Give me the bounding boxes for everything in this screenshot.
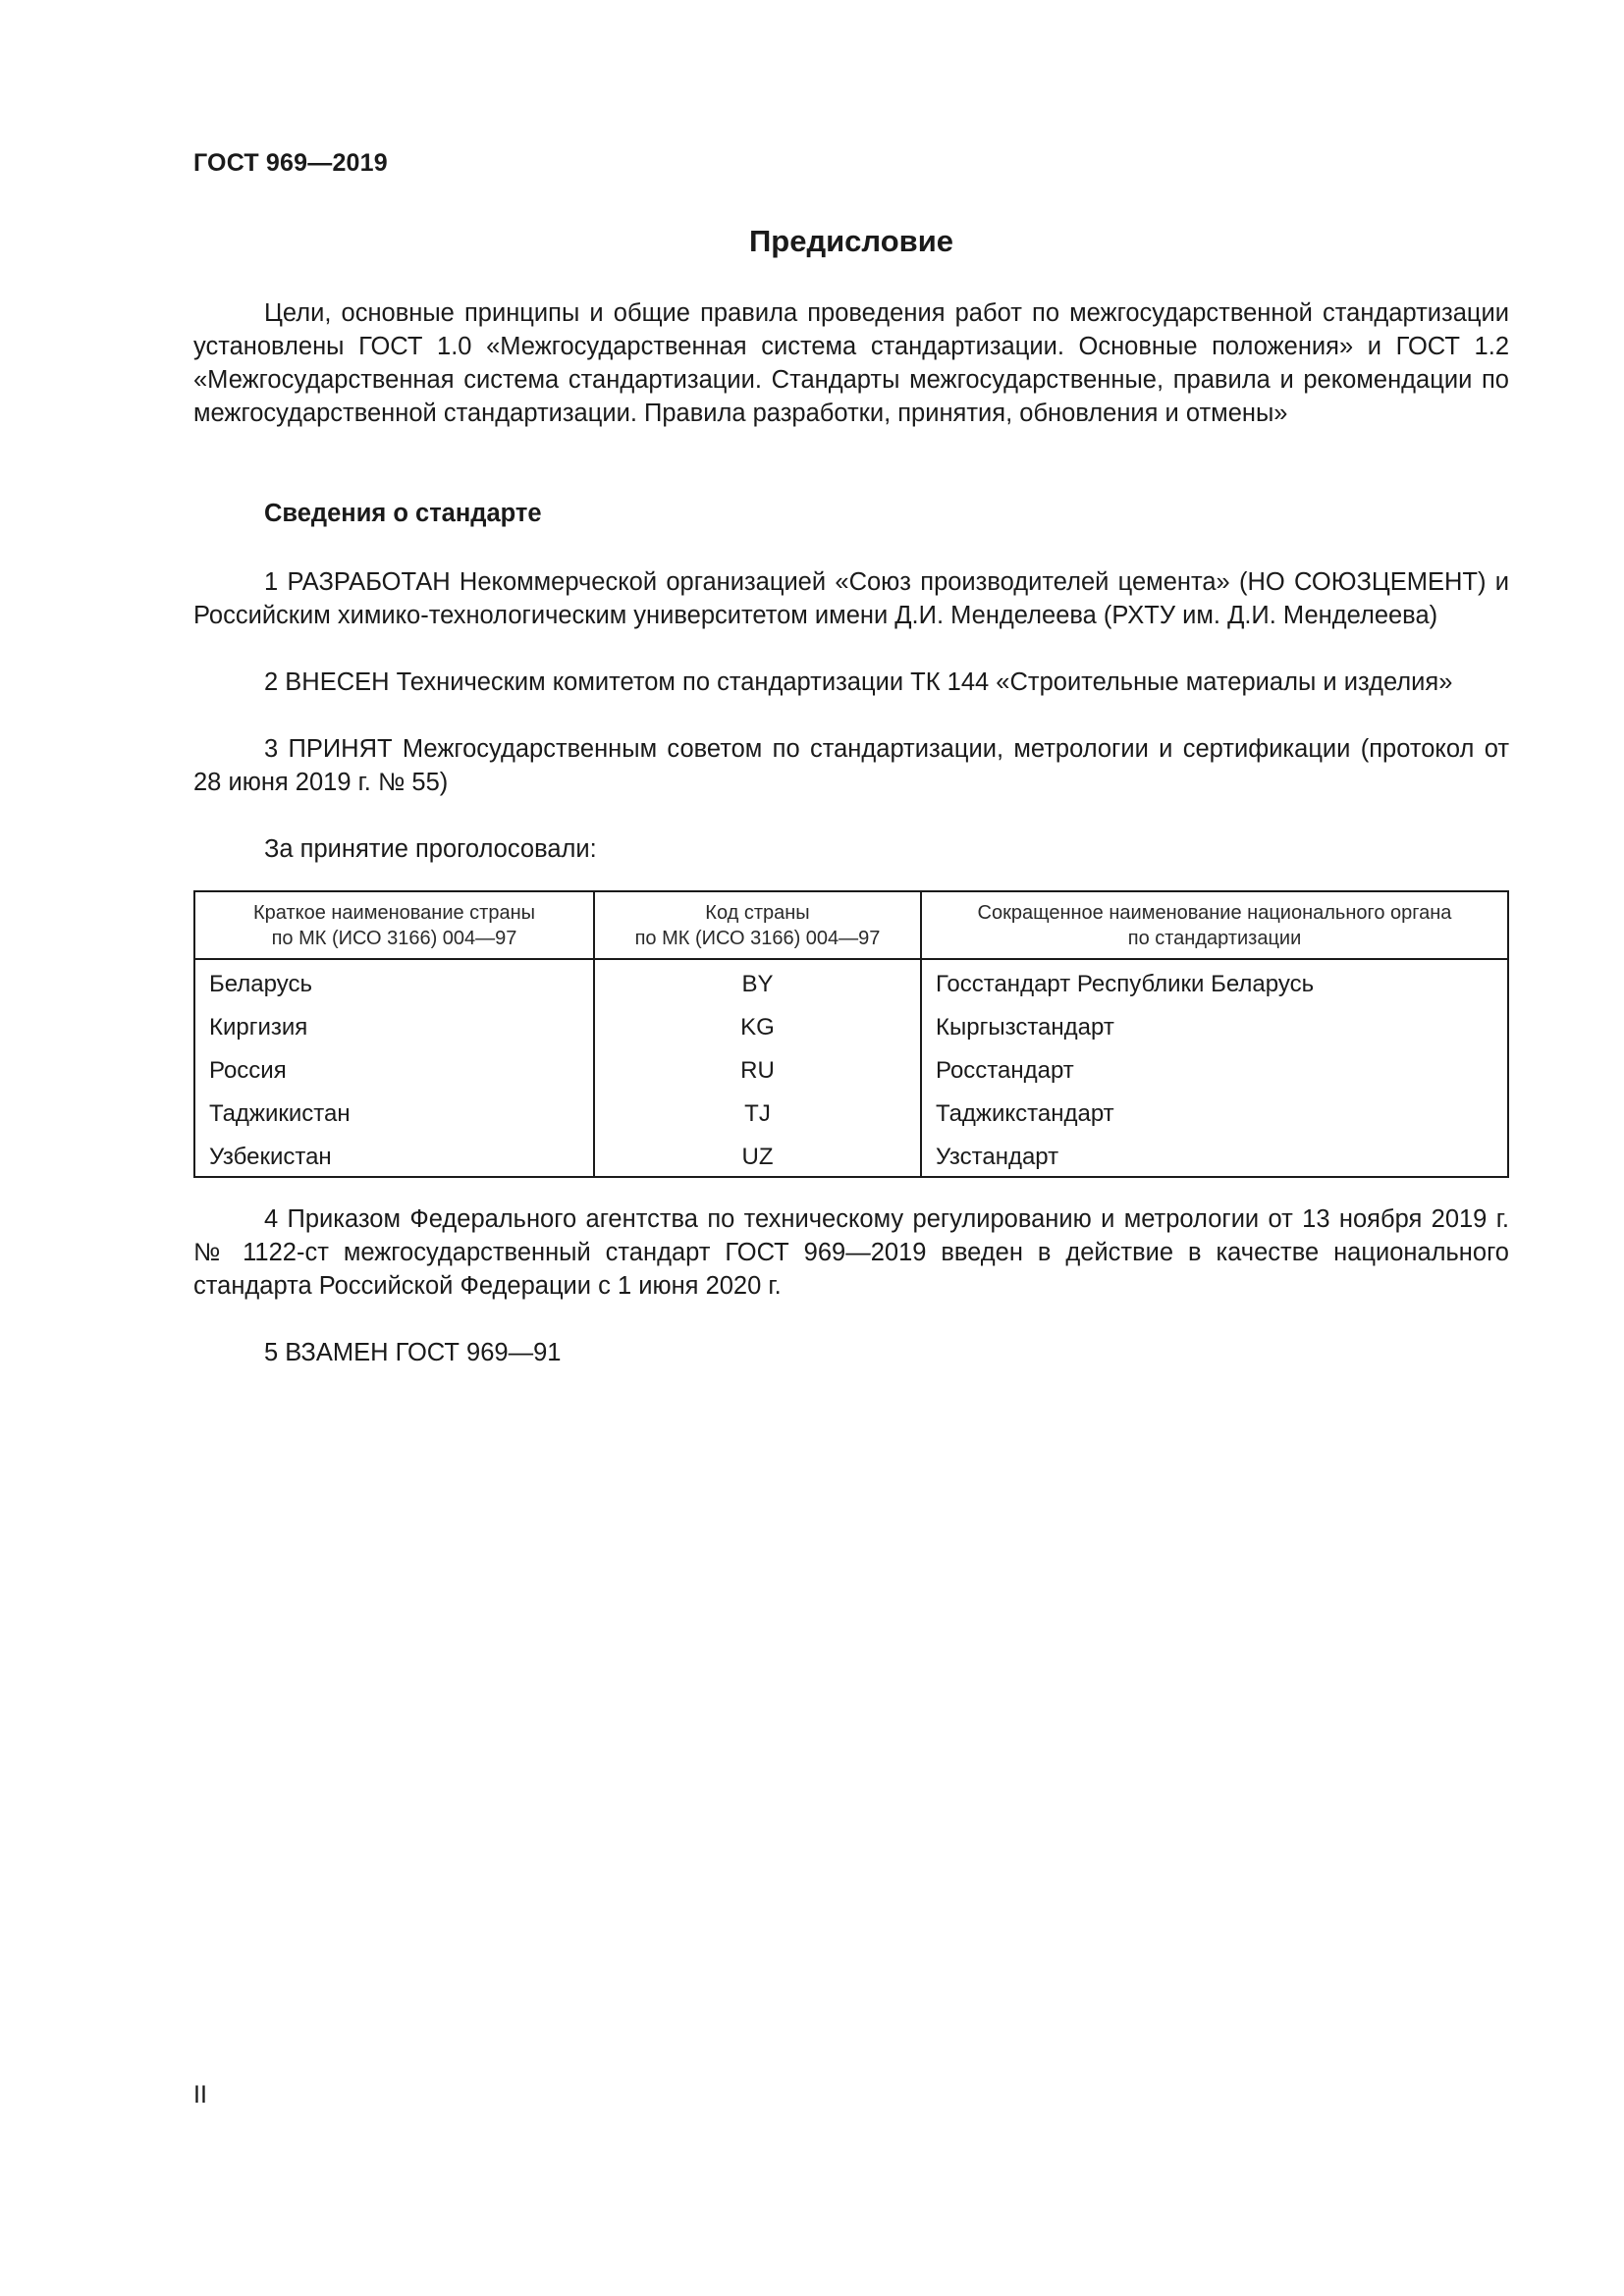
row-code: UZ: [594, 1136, 921, 1177]
info-item-5: 5 ВЗАМЕН ГОСТ 969—91: [264, 1339, 562, 1366]
voted-label: За принятие проголосовали:: [264, 835, 597, 863]
page-number: II: [193, 2081, 207, 2109]
info-item-1: 1 РАЗРАБОТАН Некоммерческой организацией «Союз производителей цемента» (НО СОЮЗЦЕМЕНТ) и Российским химико-технологическим университетом имени Д.И. Менделеева (РХТУ им. Д.И. Менделеева): [193, 568, 1509, 629]
voting-table: [193, 890, 1509, 1178]
preface-title: Предисловие: [748, 224, 953, 258]
row-body: Таджикстандарт: [936, 1100, 1114, 1127]
header-country-line1: Краткое наименование страны: [252, 902, 536, 924]
row-code: TJ: [594, 1093, 921, 1136]
document-code: ГОСТ 969—2019: [193, 149, 388, 177]
row-country: Беларусь: [194, 959, 594, 1006]
info-item-3: 3 ПРИНЯТ Межгосударственным советом по стандартизации, метрологии и сертификации (протокол от 28 июня 2019 г. № 55): [193, 735, 1509, 796]
table-row: [194, 1093, 1508, 1136]
standard-info-heading: Сведения о стандарте: [264, 500, 542, 527]
page-content: [193, 296, 1509, 1369]
header-body: [921, 891, 1508, 959]
header-body-line2: по стандартизации: [1127, 928, 1302, 949]
row-body: Кыргызстандарт: [936, 1014, 1114, 1041]
row-country: Таджикистан: [194, 1093, 594, 1136]
row-code: KG: [594, 1006, 921, 1049]
table-row: [194, 1136, 1508, 1177]
header-code-line1: Код страны: [705, 902, 810, 924]
table-row: [194, 1049, 1508, 1093]
row-country: Россия: [194, 1049, 594, 1093]
table-header-row: [194, 891, 1508, 959]
header-body-line1: Сокращенное наименование национального органа: [977, 902, 1452, 924]
row-country: Киргизия: [194, 1006, 594, 1049]
row-country: Узбекистан: [194, 1136, 594, 1177]
row-body: Госстандарт Республики Беларусь: [936, 971, 1315, 997]
header-code: [594, 891, 921, 959]
row-code: RU: [594, 1049, 921, 1093]
table-row: [194, 959, 1508, 1006]
header-country-line2: по МК (ИСО 3166) 004—97: [271, 928, 517, 949]
row-body: Узстандарт: [936, 1144, 1059, 1170]
header-code-line2: по МК (ИСО 3166) 004—97: [634, 928, 881, 949]
preface-intro: Цели, основные принципы и общие правила проведения работ по межгосударственной стандартизации установлены ГОСТ 1.0 «Межгосударственная система стандартизации. Основные положения» и ГОСТ 1.2 «Межгосударственная система стандартизации. Стандарты межгосударственные, правила и рекомендации по межгосударственной стандартизации. Правила разработки, принятия, обновления и отмены»: [193, 299, 1509, 427]
row-code: BY: [594, 959, 921, 1006]
row-body: Росстандарт: [936, 1057, 1074, 1084]
info-item-2: 2 ВНЕСЕН Техническим комитетом по стандартизации ТК 144 «Строительные материалы и изделия»: [264, 668, 1453, 696]
header-country: [194, 891, 594, 959]
table-row: [194, 1006, 1508, 1049]
info-item-4: 4 Приказом Федерального агентства по техническому регулированию и метрологии от 13 ноября 2019 г. № 1122-ст межгосударственный стандарт ГОСТ 969—2019 введен в действие в качестве национального стандарта Российской Федерации с 1 июня 2020 г.: [193, 1205, 1509, 1300]
